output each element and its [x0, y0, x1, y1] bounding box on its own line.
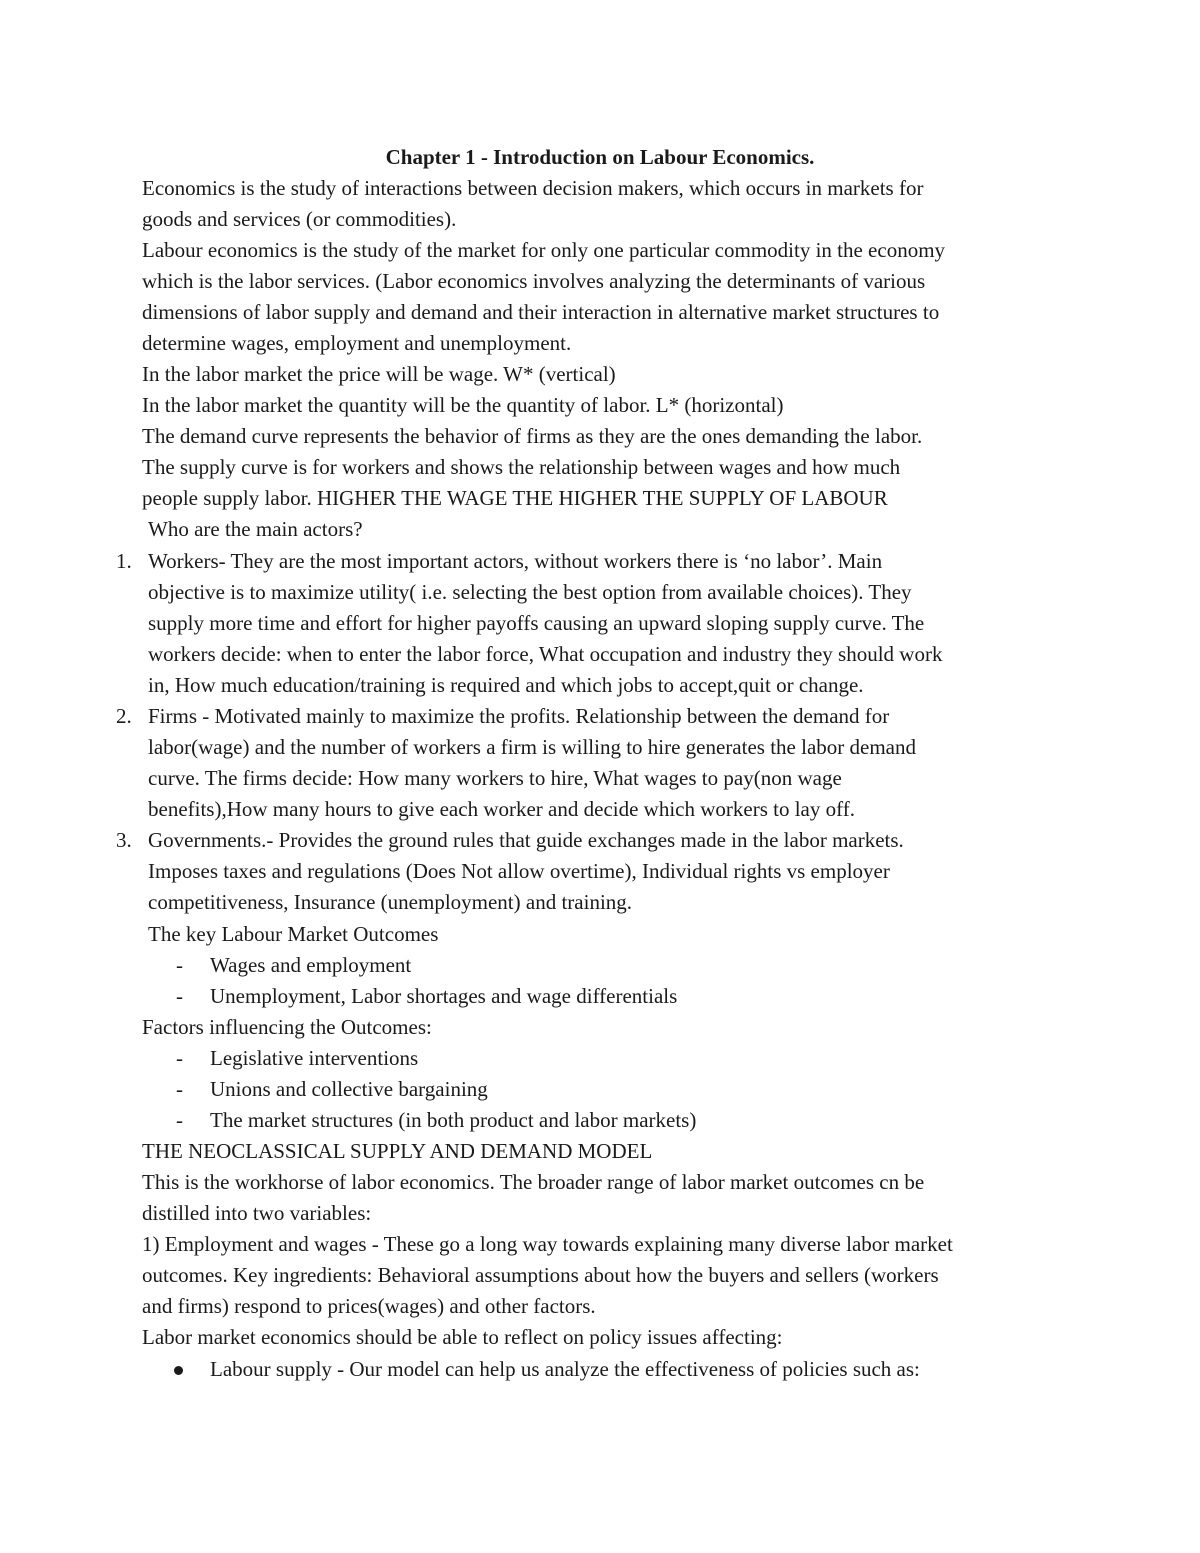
list-item-line: curve. The firms decide: How many workers to hire, What wages to pay(non wage: [148, 766, 842, 790]
outcome-item: Unemployment, Labor shortages and wage differentials: [210, 984, 678, 1008]
factor-item: Unions and collective bargaining: [210, 1077, 488, 1101]
model-line: This is the workhorse of labor economics. The broader range of labor market outcomes cn be: [142, 1170, 925, 1194]
model-heading: THE NEOCLASSICAL SUPPLY AND DEMAND MODEL: [142, 1139, 653, 1163]
intro-line: Economics is the study of interactions between decision makers, which occurs in markets for: [142, 176, 924, 200]
list-item-line: supply more time and effort for higher payoffs causing an upward sloping supply curve. The: [148, 611, 925, 635]
factor-item: Legislative interventions: [210, 1046, 419, 1070]
dash-marker: -: [176, 1077, 183, 1101]
chapter-title: Chapter 1 - Introduction on Labour Economics.: [385, 145, 815, 169]
factors-heading: Factors influencing the Outcomes:: [142, 1015, 432, 1039]
intro-line: The supply curve is for workers and shows the relationship between wages and how much: [142, 455, 901, 479]
list-number: 3.: [116, 828, 132, 852]
intro-line: Labour economics is the study of the market for only one particular commodity in the economy: [142, 238, 946, 262]
outcomes-heading: The key Labour Market Outcomes: [148, 922, 439, 946]
bullet-item: Labour supply - Our model can help us analyze the effectiveness of policies such as:: [210, 1357, 920, 1381]
factor-item: The market structures (in both product and labor markets): [210, 1108, 697, 1132]
intro-line: goods and services (or commodities).: [142, 207, 457, 231]
intro-line: In the labor market the price will be wage. W* (vertical): [142, 362, 616, 386]
intro-line: which is the labor services. (Labor economics involves analyzing the determinants of various: [142, 269, 926, 293]
list-item-line: Governments.- Provides the ground rules that guide exchanges made in the labor markets.: [148, 828, 904, 852]
list-item-line: Firms - Motivated mainly to maximize the profits. Relationship between the demand for: [148, 704, 890, 728]
list-item-line: Workers- They are the most important actors, without workers there is ‘no labor’. Main: [148, 549, 883, 573]
model-line: distilled into two variables:: [142, 1201, 372, 1225]
dash-marker: -: [176, 984, 183, 1008]
bullet-icon: [174, 1366, 183, 1375]
actors-heading: Who are the main actors?: [148, 517, 363, 541]
intro-line: In the labor market the quantity will be the quantity of labor. L* (horizontal): [142, 393, 784, 417]
intro-line: The demand curve represents the behavior of firms as they are the ones demanding the labor.: [142, 424, 923, 448]
list-item-line: competitiveness, Insurance (unemployment) and training.: [148, 890, 633, 914]
intro-line: dimensions of labor supply and demand and their interaction in alternative market structures to: [142, 300, 940, 324]
list-number: 1.: [116, 549, 132, 573]
list-item-line: in, How much education/training is required and which jobs to accept,quit or change.: [148, 673, 864, 697]
list-item-line: objective is to maximize utility( i.e. selecting the best option from available choices). They: [148, 580, 912, 604]
model-line: and firms) respond to prices(wages) and other factors.: [142, 1294, 596, 1318]
model-line: outcomes. Key ingredients: Behavioral assumptions about how the buyers and sellers (workers: [142, 1263, 939, 1287]
list-item-line: workers decide: when to enter the labor force, What occupation and industry they should work: [148, 642, 943, 666]
model-line: Labor market economics should be able to reflect on policy issues affecting:: [142, 1325, 783, 1349]
list-item-line: benefits),How many hours to give each worker and decide which workers to lay off.: [148, 797, 855, 821]
intro-line: determine wages, employment and unemployment.: [142, 331, 572, 355]
dash-marker: -: [176, 953, 183, 977]
list-number: 2.: [116, 704, 132, 728]
dash-marker: -: [176, 1046, 183, 1070]
list-item-line: labor(wage) and the number of workers a firm is willing to hire generates the labor demand: [148, 735, 916, 759]
model-line: 1) Employment and wages - These go a long way towards explaining many diverse labor market: [142, 1232, 953, 1256]
intro-line: people supply labor. HIGHER THE WAGE THE HIGHER THE SUPPLY OF LABOUR: [142, 486, 888, 510]
outcome-item: Wages and employment: [210, 953, 412, 977]
list-item-line: Imposes taxes and regulations (Does Not allow overtime), Individual rights vs employer: [148, 859, 890, 883]
dash-marker: -: [176, 1108, 183, 1132]
